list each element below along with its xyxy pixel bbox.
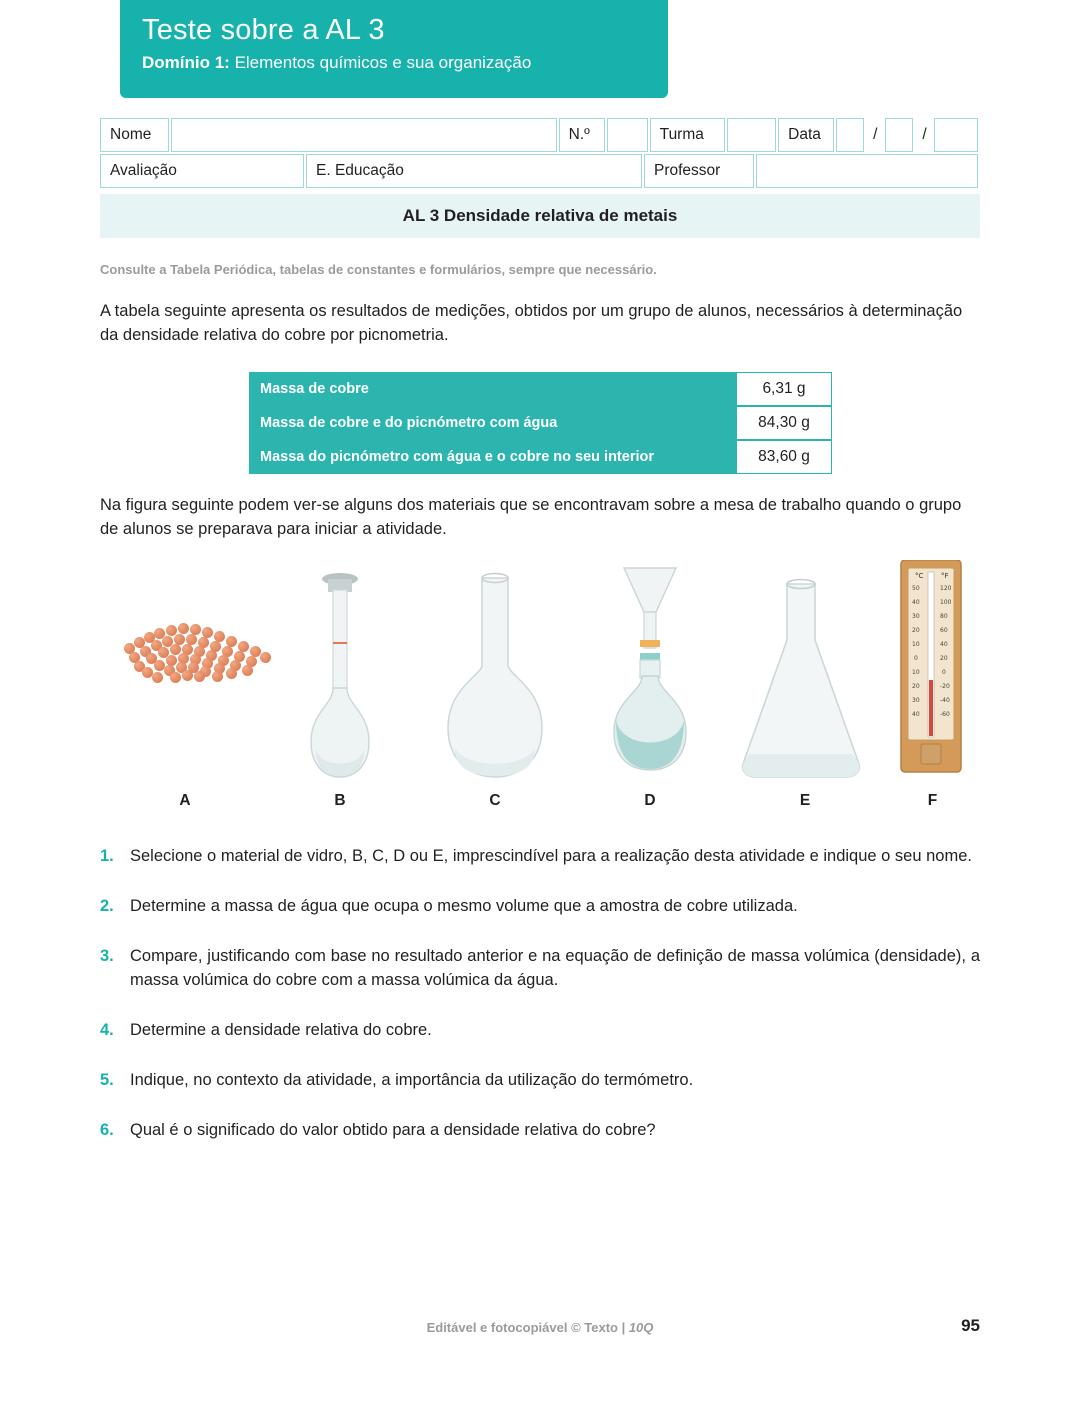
volumetric-flask-icon [275,570,405,785]
svg-text:120: 120 [940,585,952,592]
activity-title-band: AL 3 Densidade relativa de metais [100,194,980,238]
question-number: 4. [100,1020,114,1039]
input-data-year[interactable] [934,118,978,152]
svg-text:0: 0 [942,669,946,676]
date-separator-2: / [922,126,927,143]
questions-list [100,845,980,1168]
svg-text:10: 10 [912,641,920,648]
footer-credit-text: Editável e fotocopiável © Texto | [426,1320,629,1335]
page-footer [100,1316,980,1335]
figure-label-d: D [644,792,656,809]
svg-text:°F: °F [941,572,949,580]
label-turma: Turma [650,118,725,152]
figure-item-a [100,560,270,825]
date-separator-1: / [873,126,878,143]
identification-row-1 [100,118,980,152]
identification-row-2 [100,154,980,188]
measurement-label: Massa de cobre [249,372,736,406]
question-item [100,1069,980,1093]
measurement-label: Massa do picnómetro com água e o cobre no seu interior [249,440,736,474]
domain-label: Domínio 1: [142,53,230,73]
measurement-value: 84,30 g [736,406,832,440]
svg-text:40: 40 [912,711,920,718]
svg-text:20: 20 [912,683,920,690]
page-title: Teste sobre a AL 3 [142,14,385,46]
input-professor[interactable] [756,154,978,188]
input-nome[interactable] [171,118,556,152]
figure-label-f: F [927,792,938,809]
header-band [120,0,668,98]
question-text: Compare, justificando com base no resultado anterior e na equação de definição de massa volúmica (densidade), a massa volúmica do cobre com a massa volúmica da água. [130,946,980,989]
question-text: Determine a densidade relativa do cobre. [130,1020,432,1039]
svg-text:50: 50 [912,585,920,592]
footer-credit-code: 10Q [628,1320,654,1335]
label-encarregado-educacao: E. Educação [306,154,642,188]
svg-text:10: 10 [912,669,920,676]
label-numero: N.º [559,118,606,152]
copper-powder-icon [120,615,280,685]
table-row [249,406,832,440]
input-turma[interactable] [727,118,776,152]
question-text: Indique, no contexto da atividade, a importância da utilização do termómetro. [130,1070,694,1089]
svg-text:20: 20 [912,627,920,634]
consult-note: Consulte a Tabela Periódica, tabelas de constantes e formulários, sempre que necessário. [100,262,657,277]
svg-text:40: 40 [940,641,948,648]
svg-text:60: 60 [940,627,948,634]
svg-text:°C: °C [915,572,924,580]
question-number: 6. [100,1120,114,1139]
svg-text:30: 30 [912,613,920,620]
input-data-day[interactable] [836,118,864,152]
figure-item-e [725,560,885,825]
question-item [100,845,980,869]
label-nome: Nome [100,118,169,152]
footer-credit [427,1320,654,1335]
svg-text:40: 40 [912,599,920,606]
figure-item-c [410,560,580,825]
round-bottom-flask-icon [410,570,580,785]
question-item [100,1119,980,1143]
svg-text:100: 100 [940,599,952,606]
label-avaliacao: Avaliação [100,154,304,188]
header-subtitle [142,53,668,73]
svg-text:80: 80 [940,613,948,620]
question-number: 5. [100,1070,114,1089]
measurement-value: 6,31 g [736,372,832,406]
question-text: Determine a massa de água que ocupa o mesmo volume que a amostra de cobre utilizada. [130,896,798,915]
question-text: Selecione o material de vidro, B, C, D ou E, imprescindível para a realização desta atividade e indique o seu nome. [130,847,972,865]
pycnometer-with-funnel-icon [580,560,720,785]
svg-text:-60: -60 [940,711,950,718]
label-data: Data [778,118,833,152]
label-professor: Professor [644,154,754,188]
svg-text:0: 0 [914,655,918,662]
input-numero[interactable] [607,118,647,152]
table-row [249,440,832,474]
lab-equipment-figure [100,560,980,825]
measurements-table [249,372,832,474]
question-number: 1. [100,847,114,865]
figure-label-b: B [334,792,346,809]
identification-block [100,118,980,190]
svg-text:-40: -40 [940,697,950,704]
figure-intro-paragraph: Na figura seguinte podem ver-se alguns dos materiais que se encontravam sobre a mesa de trabalho quando o grupo de alunos se preparava para iniciar a atividade. [100,496,962,538]
intro-paragraph: A tabela seguinte apresenta os resultados de medições, obtidos por um grupo de alunos, necessários à determinação da densidade relativa do cobre por picnometria. [100,302,963,344]
svg-text:20: 20 [940,655,948,662]
figure-item-d [580,560,720,825]
page-number: 95 [961,1316,980,1335]
question-item [100,895,980,919]
erlenmeyer-flask-icon [725,578,885,785]
question-item [100,945,980,993]
question-number: 3. [100,946,114,965]
svg-text:30: 30 [912,697,920,704]
figure-item-b [275,560,405,825]
wooden-thermometer-icon [899,560,963,775]
question-text: Qual é o significado do valor obtido para a densidade relativa do cobre? [130,1120,656,1139]
figure-label-c: C [489,792,501,809]
question-number: 2. [100,896,114,915]
question-item [100,1019,980,1043]
domain-text: Elementos químicos e sua organização [229,53,532,73]
measurement-label: Massa de cobre e do picnómetro com água [249,406,736,440]
figure-item-f [885,560,980,825]
figure-label-e: E [799,792,811,809]
table-row [249,372,832,406]
svg-text:-20: -20 [940,683,950,690]
input-data-month[interactable] [885,118,913,152]
figure-label-a: A [179,792,191,809]
measurement-value: 83,60 g [736,440,832,474]
